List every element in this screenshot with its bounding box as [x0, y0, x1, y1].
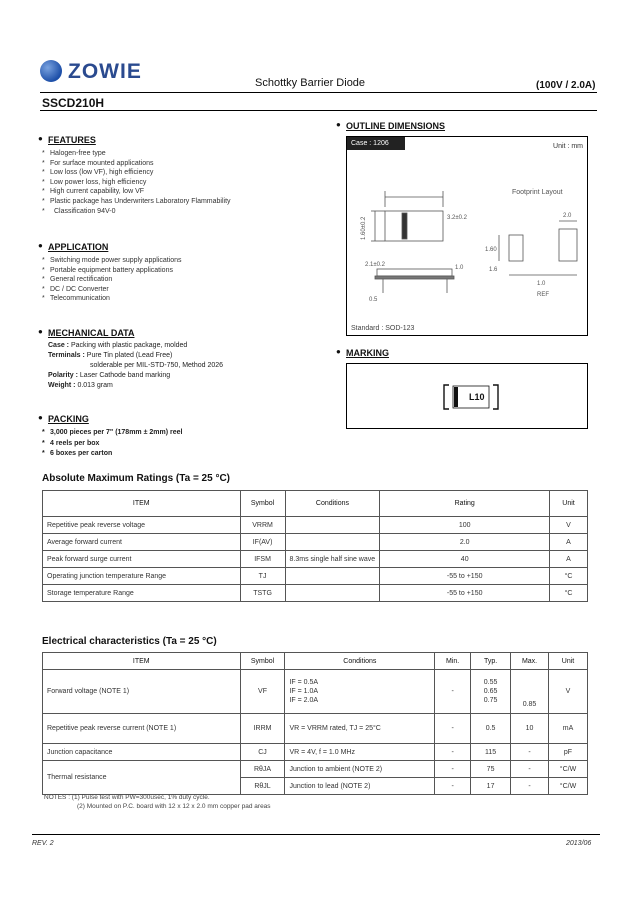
table-cell: Repetitive peak reverse voltage [43, 517, 241, 534]
column-header: Typ. [471, 653, 511, 670]
table-cell: VF [240, 670, 285, 714]
table-cell: Thermal resistance [43, 761, 241, 795]
dim-label: 2.0 [563, 213, 572, 219]
brand-name: ZOWIE [68, 60, 142, 83]
table-cell: - [435, 714, 471, 744]
table-cell: 0.5 [471, 714, 511, 744]
condition-line: IF = 0.5A [289, 679, 319, 686]
table-row [43, 534, 588, 551]
column-header: Symbol [240, 653, 285, 670]
abs-max-title: Absolute Maximum Ratings (Ta = 25 °C) [42, 473, 231, 484]
outline-drawing [347, 151, 587, 326]
footer-rev: REV. 2 [32, 840, 54, 847]
mech-label: Case : [48, 342, 70, 349]
column-header: Symbol [240, 491, 285, 517]
dim-label: 1.60±0.2 [361, 216, 367, 240]
note-line: NOTES : (1) Pulse test with PW=300usec, 1% duty cycle. [44, 794, 210, 801]
mech-text: 0.013 gram [77, 382, 113, 389]
table-row [43, 670, 588, 714]
dim-label: 1.0 [537, 281, 546, 287]
table-cell [285, 585, 380, 602]
dim-label: 1.60 [485, 247, 497, 253]
application-title: ● APPLICATION [38, 242, 108, 252]
list-item: * Switching mode power supply applications [40, 256, 310, 266]
table-cell: °C/W [549, 778, 588, 795]
table-cell: VR = VRRM rated, TJ = 25°C [285, 714, 435, 744]
table-cell: Junction capacitance [43, 744, 241, 761]
table-cell: °C [550, 568, 588, 585]
abs-max-table [42, 490, 588, 602]
header-rule [40, 92, 597, 93]
table-row [43, 744, 588, 761]
table-cell: - [435, 744, 471, 761]
table-cell: IRRM [240, 714, 285, 744]
mech-label: Polarity : [48, 372, 78, 379]
rating-label: (100V / 2.0A) [536, 80, 596, 91]
table-row [43, 551, 588, 568]
mech-text: Packing with plastic package, molded [70, 342, 188, 349]
dim-label: 0.5 [369, 297, 378, 303]
table-cell: CJ [240, 744, 285, 761]
table-cell: 40 [380, 551, 550, 568]
table-cell: V [549, 670, 588, 714]
table-cell: Operating junction temperature Range [43, 568, 241, 585]
doc-title: Schottky Barrier Diode [255, 77, 366, 89]
table-cell: A [550, 551, 588, 568]
features-list [40, 149, 310, 216]
column-header: Conditions [285, 491, 380, 517]
outline-box [346, 136, 588, 336]
unit-label: Unit : mm [553, 143, 583, 150]
typ-value: 0.55 [483, 679, 498, 686]
condition-line: IF = 1.0A [289, 688, 319, 695]
marking-code: L10 [469, 392, 485, 402]
list-item: * Telecommunication [40, 294, 310, 304]
notes [44, 793, 271, 811]
footer-date: 2013/06 [566, 840, 592, 847]
list-item: * DC / DC Converter [40, 285, 310, 295]
list-item: * Plastic package has Underwriters Laboratory Flammability [40, 197, 310, 207]
table-cell: Junction to ambient (NOTE 2) [285, 761, 435, 778]
table-cell: pF [549, 744, 588, 761]
table-cell: Junction to lead (NOTE 2) [285, 778, 435, 795]
table-cell: IFSM [240, 551, 285, 568]
mech-label: Terminals : [48, 352, 85, 359]
table-cell: RθJL [240, 778, 285, 795]
table-cell: Peak forward surge current [43, 551, 241, 568]
table-row [43, 585, 588, 602]
dim-label: 3.2±0.2 [447, 215, 467, 221]
table-cell: - [511, 761, 549, 778]
table-cell: 10 [511, 714, 549, 744]
mechanical-title: ● MECHANICAL DATA [38, 328, 135, 338]
table-cell [285, 568, 380, 585]
table-cell: mA [549, 714, 588, 744]
mech-text: Pure Tin plated (Lead Free) [86, 352, 173, 359]
list-item: * Low power loss, high efficiency [40, 178, 310, 188]
note-line: (2) Mounted on P.C. board with 12 x 12 x 2.0 mm copper pad areas [77, 803, 271, 810]
table-cell: IF(AV) [240, 534, 285, 551]
table-cell [285, 534, 380, 551]
column-header: Rating [380, 491, 550, 517]
footprint-label: Footprint Layout [512, 189, 563, 196]
table-cell: RθJA [240, 761, 285, 778]
table-cell: - [435, 778, 471, 795]
table-cell [285, 517, 380, 534]
column-header: ITEM [43, 491, 241, 517]
outline-reference: Standard : SOD-123 [351, 325, 415, 332]
part-number: SSCD210H [42, 96, 105, 110]
table-cell: 8.3ms single half sine wave [285, 551, 380, 568]
table-cell: 17 [471, 778, 511, 795]
table-cell: TSTG [240, 585, 285, 602]
table-cell: TJ [240, 568, 285, 585]
features-title: ● FEATURES [38, 135, 96, 145]
table-cell: Repetitive peak reverse current (NOTE 1) [43, 714, 241, 744]
list-item: * For surface mounted applications [40, 159, 310, 169]
table-cell: Storage temperature Range [43, 585, 241, 602]
table-cell: Average forward current [43, 534, 241, 551]
dim-label: 1.6 [489, 267, 498, 273]
mech-text: Laser Cathode band marking [79, 372, 171, 379]
packing-list [40, 428, 310, 460]
list-item: * Classification 94V-0 [40, 207, 310, 217]
table-cell: 75 [471, 761, 511, 778]
table-row [43, 517, 588, 534]
packing-title: ● PACKING [38, 414, 89, 424]
dim-label: REF [537, 292, 549, 298]
list-item: * General rectification [40, 275, 310, 285]
table-cell: -55 to +150 [380, 568, 550, 585]
column-header: Unit [549, 653, 588, 670]
table-row [43, 714, 588, 744]
column-header: Unit [550, 491, 588, 517]
table-row [43, 568, 588, 585]
list-item: * 6 boxes per carton [40, 449, 310, 460]
table-row [43, 761, 588, 778]
list-item: * 3,000 pieces per 7" (178mm ± 2mm) reel [40, 428, 310, 439]
electrical-table [42, 652, 588, 795]
table-cell: VRRM [240, 517, 285, 534]
list-item: * Halogen-free type [40, 149, 310, 159]
table-cell: - [435, 761, 471, 778]
typ-value: 0.75 [483, 697, 498, 704]
zowie-logo-icon [40, 60, 62, 82]
column-header: ITEM [43, 653, 241, 670]
table-cell: -55 to +150 [380, 585, 550, 602]
electrical-title: Electrical characteristics (Ta = 25 °C) [42, 636, 217, 647]
column-header: Max. [511, 653, 549, 670]
mech-label: Weight : [48, 382, 76, 389]
column-header: Conditions [285, 653, 435, 670]
table-cell: 115 [471, 744, 511, 761]
table-cell: °C [550, 585, 588, 602]
table-cell: - [511, 778, 549, 795]
header-rule-2 [40, 110, 597, 111]
dim-label: 2.1±0.2 [365, 262, 385, 268]
table-cell: V [550, 517, 588, 534]
condition-line: IF = 2.0A [289, 697, 319, 704]
typ-value: 0.65 [483, 688, 498, 695]
table-cell: °C/W [549, 761, 588, 778]
marking-title: ● MARKING [336, 348, 389, 358]
table-cell: VR = 4V, f = 1.0 MHz [285, 744, 435, 761]
dim-label: 1.0 [455, 265, 464, 271]
marking-box [346, 363, 588, 429]
mech-text: solderable per MIL-STD-750, Method 2026 [90, 362, 224, 369]
table-cell: A [550, 534, 588, 551]
application-list [40, 256, 310, 304]
list-item: * Portable equipment battery applications [40, 266, 310, 276]
table-cell: 100 [380, 517, 550, 534]
list-item: * High current capability, low VF [40, 187, 310, 197]
list-item: * 4 reels per box [40, 439, 310, 450]
mechanical-data [48, 341, 308, 391]
column-header: Min. [435, 653, 471, 670]
table-cell: 2.0 [380, 534, 550, 551]
outline-title: ● OUTLINE DIMENSIONS [336, 121, 445, 131]
table-cell: - [435, 670, 471, 714]
list-item: * Low loss (low VF), high efficiency [40, 168, 310, 178]
case-label: Case : 1206 [347, 137, 405, 150]
table-cell: 0.85 [511, 670, 549, 714]
footer-rule [32, 834, 600, 835]
table-cell: Forward voltage (NOTE 1) [43, 670, 241, 714]
table-cell: - [511, 744, 549, 761]
